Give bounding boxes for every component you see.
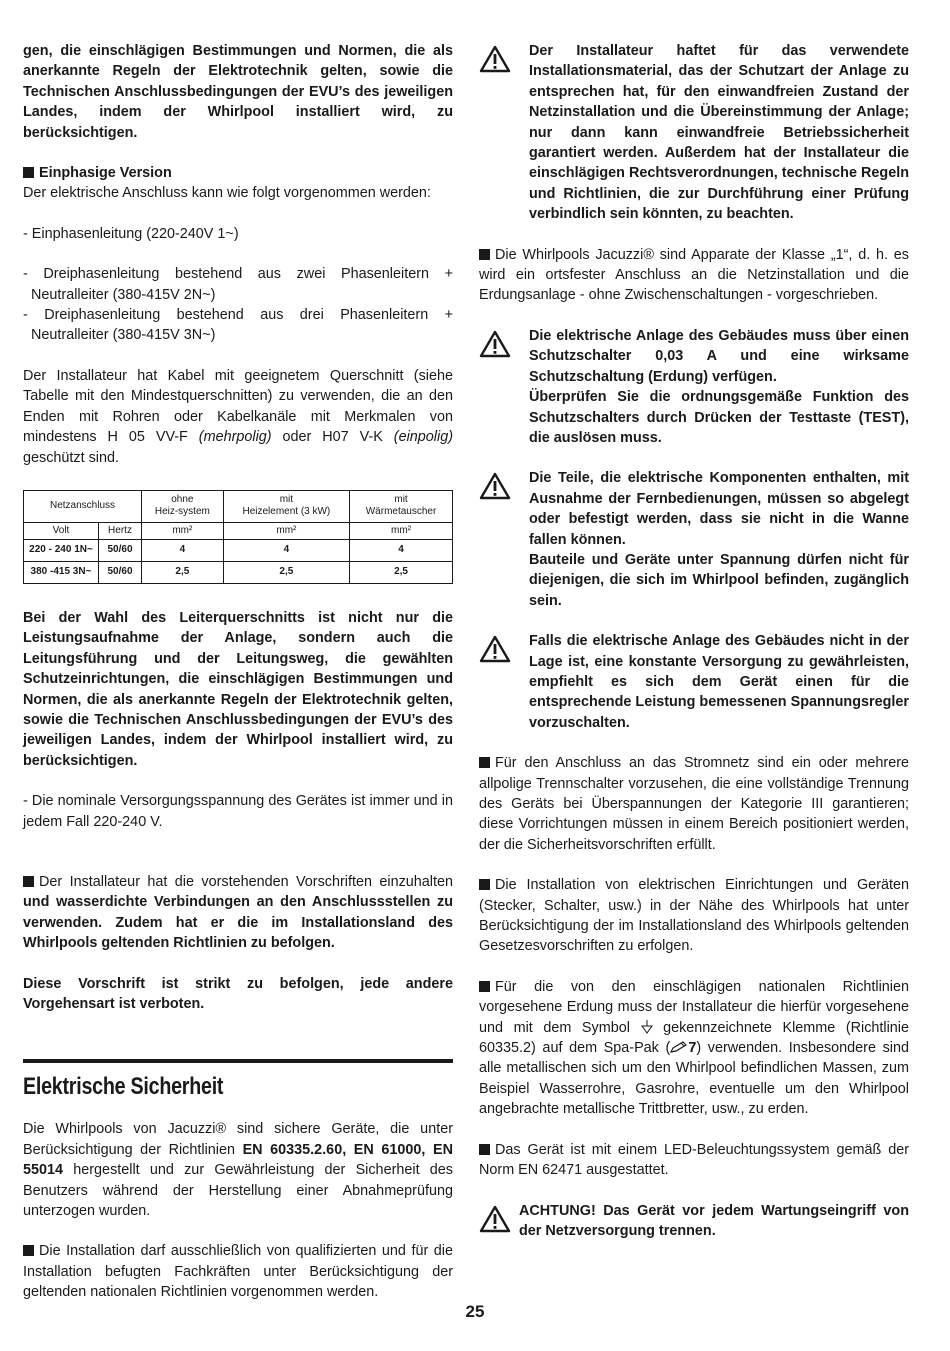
- warning-block: [479, 41, 909, 225]
- paragraph-led: Das Gerät ist mit einem LED-Beleuchtungssystem gemäß der Norm EN 62471 ausgestattet.: [479, 1141, 909, 1179]
- page-number: 25: [465, 1302, 485, 1321]
- option-3: - Dreiphasenleitung bestehend aus drei Phasenleitern + Neutralleiter (380-415V 3N~): [23, 307, 453, 344]
- warning-block: [479, 326, 909, 448]
- section-divider: [23, 1059, 453, 1063]
- warning-text: Der Installateur haftet für das verwendete Installationsmaterial, das der Schutzart der Anlage zu entsprechen hat, für den einwandfreien Zustand der Netzinstallation und die Übereinstimmung der Anlage; nur dann kann einwandfreie Betriebssicherheit garantiert werden. Außerdem hat der Installateur die einschlägigen Rechtsverordnungen, technische Regeln und Richtlinien, die zur Durchführung einer Prüfung verbindlich sein könnten, zu beachten.: [529, 43, 909, 223]
- warning-text: Die Teile, die elektrische Komponenten enthalten, mit Ausnahme der Fernbedienungen, müssen so abgelegt oder befestigt werden, dass sie nicht in die Wanne fallen können.: [529, 470, 909, 548]
- paragraph-installateur: Der Installateur hat die vorstehenden Vorschriften einzuhalten und wasserdichte Verbindungen an den Anschlussstellen zu verwenden. Zudem hat er die im Installationsland des Whirlpools geltenden Richtlinien zu befolgen.: [23, 873, 453, 952]
- square-bullet-icon: [479, 1144, 490, 1155]
- warning-text: Bauteile und Geräte unter Spannung dürfen nicht für diejenigen, die sich im Whirlpool befinden, zugänglich sein.: [529, 551, 909, 609]
- square-bullet-icon: [23, 876, 34, 887]
- left-column: [23, 41, 453, 1303]
- header-netz: Netzanschluss: [24, 490, 142, 522]
- paragraph-trennschalter: Für den Anschluss an das Stromnetz sind ein oder mehrere allpolige Trennschalter vorzusehen, die eine vollständige Trennung des Geräts bei Überspannungen der Kategorie III garantieren; diese Vorrichtungen müssen in einem Bereich positioniert werden, der die Sicherheitsvorschriften erfüllt.: [479, 755, 909, 853]
- table-row: 220 - 240 1N~ 50/60 4 4 4: [24, 539, 453, 561]
- paragraph-qualifiziert: Die Installation darf ausschließlich von qualifizierten und für die Installation befugten Fachkräften unter Berücksichtigung der geltenden nationalen Richtlinien vorgenommen werden.: [23, 1243, 453, 1301]
- unit-volt: Volt: [24, 522, 99, 539]
- unit-mm: mm²: [350, 522, 453, 539]
- warning-triangle-icon: [479, 472, 511, 500]
- paragraph-intro: Der elektrische Anschluss kann wie folgt vorgenommen werden:: [23, 185, 431, 202]
- square-bullet-icon: [23, 1245, 34, 1256]
- warning-block: [479, 468, 909, 611]
- header-mit-heiz: mit Heizelement (3 kW): [223, 490, 349, 522]
- cross-section-table: [23, 490, 453, 584]
- ground-symbol-icon: [641, 1020, 653, 1034]
- paragraph-wahl: Bei der Wahl des Leiterquerschnitts ist nicht nur die Leistungsaufnahme der Anlage, sondern auch die Leitungsführung und der Leitungsweg, die gewählten Schutzeinrichtungen, die einschlägigen Bestimmungen und Normen, die als anerkannte Regeln der Elektrotechnik gelten, sowie die Technischen Anschlussbedingungen der EVU’s des jeweiligen Landes, indem der Whirlpool installiert wird, zu berücksichtigen.: [23, 609, 453, 769]
- section-title: Elektrische Sicherheit: [23, 1073, 224, 1101]
- paragraph-naehe: Die Installation von elektrischen Einrichtungen und Geräten (Stecker, Schalter, usw.) in der Nähe des Whirlpools hat unter Berücksichtigung der im Installationsland des Whirlpools geltenden Gesetzesvorschriften zu erfolgen.: [479, 877, 909, 955]
- square-bullet-icon: [479, 249, 490, 260]
- warning-text: Die elektrische Anlage des Gebäudes muss über einen Schutzschalter 0,03 A und eine wirksame Schutzschaltung (Erdung) verfügen.: [529, 327, 909, 385]
- square-bullet-icon: [23, 167, 34, 178]
- warning-block: [479, 631, 909, 733]
- header-mit-waerme: mit Wärmetauscher: [350, 490, 453, 522]
- pencil-reference-icon: [670, 1041, 688, 1053]
- warning-triangle-icon: [479, 1205, 511, 1233]
- heading-single-phase: Einphasige Version: [39, 165, 172, 182]
- paragraph-sicher: Die Whirlpools von Jacuzzi® sind sichere Geräte, die unter Berücksichtigung der Richtlinien EN 60335.2.60, EN 61000, EN 55014 hergestellt und zur Gewährleistung der Sicherheit des Benutzers während der Herstellung einer Abnahmeprüfung unterzogen wurden.: [23, 1121, 453, 1220]
- warning-triangle-icon: [479, 635, 511, 663]
- square-bullet-icon: [479, 757, 490, 768]
- paragraph-nominal: - Die nominale Versorgungsspannung des Gerätes ist immer und in jedem Fall 220-240 V.: [23, 793, 453, 830]
- warning-text: Überprüfen Sie die ordnungsgemäße Funktion des Schutzschalters durch Drücken der Testtaste (TEST), die auslösen muss.: [529, 389, 909, 446]
- warning-text: ACHTUNG! Das Gerät vor jedem Wartungseingriff von der Netzversorgung trennen.: [519, 1202, 909, 1239]
- warning-triangle-icon: [479, 45, 511, 73]
- paragraph-continuation: gen, die einschlägigen Bestimmungen und Normen, die als anerkannte Regeln der Elektrotechnik gelten, sowie die Technischen Anschlussbedingungen der EVU’s des jeweiligen Landes, indem der Whirlpool installiert wird, zu berücksichtigen.: [23, 43, 453, 141]
- paragraph-cable: Der Installateur hat Kabel mit geeignetem Querschnitt (siehe Tabelle mit den Mindestquerschnitten) zu verwenden, die an den Enden mit Rohren oder Kabelkanäle mit Merkmalen von mindestens H 05 VV-F (mehrpolig) oder H07 V-K (einpolig) geschützt sind.: [23, 367, 453, 466]
- square-bullet-icon: [479, 879, 490, 890]
- option-2: - Dreiphasenleitung bestehend aus zwei Phasenleitern + Neutralleiter (380-415V 2N~): [23, 266, 453, 303]
- square-bullet-icon: [479, 981, 490, 992]
- header-ohne: ohne Heiz-system: [142, 490, 224, 522]
- paragraph-strikt: Diese Vorschrift ist strikt zu befolgen, jede andere Vorgehensart ist verboten.: [23, 975, 453, 1012]
- option-1: - Einphasenleitung (220-240V 1~): [23, 225, 239, 242]
- paragraph-erdung: Für die von den einschlägigen nationalen Richtlinien vorgesehene Erdung muss der Installateur die hierfür vorgesehene und mit dem Symbol gekennzeichnete Klemme (Richtlinie 60335.2) auf dem Spa-Pak ( 7) verwenden. Insbesondere sind alle metallischen sich um den Whirlpool befindlichen Massen, zum Beispiel Wasserrohre, Gasrohre, eventuelle um den Whirlpool angebrachte metallische Trittbretter, usw., zu erden.: [479, 978, 910, 1118]
- unit-mm: mm²: [223, 522, 349, 539]
- unit-mm: mm²: [142, 522, 224, 539]
- warning-text: Falls die elektrische Anlage des Gebäudes nicht in der Lage ist, eine konstante Versorgung zu gewährleisten, empfiehlt es sich dem Gerät einen für die entsprechende Leistung bemessenen Spannungsregler vorzuschalten.: [529, 633, 909, 731]
- warning-triangle-icon: [479, 330, 511, 358]
- right-column: [479, 41, 909, 1241]
- warning-block: [479, 1201, 909, 1242]
- paragraph-klasse: Die Whirlpools Jacuzzi® sind Apparate der Klasse „1“, d. h. es wird ein ortsfester Anschluss an die Netzinstallation und die Erdungsanlage - ohne Zwischenschaltungen - vorgeschrieben.: [479, 246, 909, 304]
- unit-hertz: Hertz: [99, 522, 142, 539]
- table-row: 380 -415 3N~ 50/60 2,5 2,5 2,5: [24, 561, 453, 583]
